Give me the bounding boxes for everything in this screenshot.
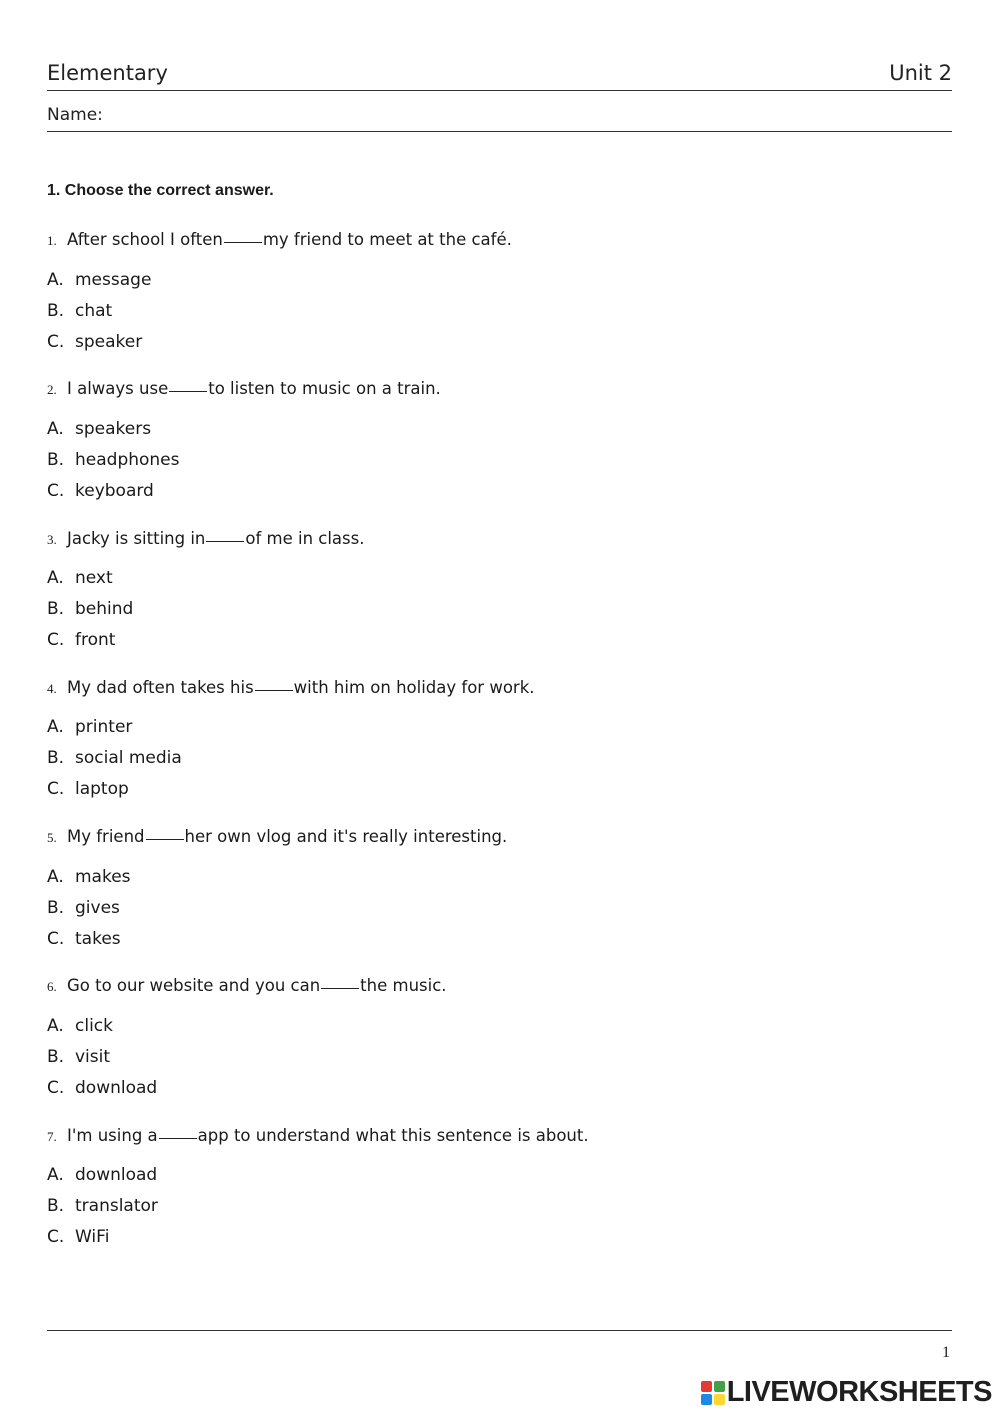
option-letter: C.: [47, 779, 65, 800]
answer-option[interactable]: [47, 444, 952, 475]
option-text: makes: [75, 866, 131, 887]
option-text: gives: [75, 897, 120, 918]
option-text: download: [75, 1165, 158, 1186]
question-text: [47, 228, 952, 264]
option-text: message: [75, 269, 152, 290]
option-letter: A.: [47, 269, 64, 290]
option-letter: B.: [47, 1046, 65, 1067]
question-text-after: to listen to music on a train.: [208, 379, 441, 399]
option-letter: A.: [47, 717, 64, 738]
question-text-after: her own vlog and it's really interesting.: [184, 827, 508, 847]
answer-option[interactable]: [47, 892, 952, 923]
question-text-after: of me in class.: [245, 528, 365, 548]
question-item: [47, 974, 952, 1123]
question-item: [47, 676, 952, 825]
page-header: [47, 56, 952, 91]
answer-option[interactable]: [47, 625, 952, 656]
option-letter: B.: [47, 748, 65, 769]
option-text: keyboard: [75, 480, 154, 501]
option-letter: C.: [47, 630, 65, 651]
option-letter: C.: [47, 331, 65, 352]
answer-option[interactable]: [47, 295, 952, 326]
question-text-before: Jacky is sitting in: [67, 528, 206, 548]
option-text: laptop: [75, 779, 129, 800]
option-text: speakers: [75, 418, 152, 439]
unit-title: Unit 2: [889, 61, 952, 85]
option-text: download: [75, 1077, 158, 1098]
answer-option[interactable]: [47, 563, 952, 594]
question-number: 7.: [47, 1128, 57, 1144]
question-number: 2.: [47, 382, 57, 398]
answer-option[interactable]: [47, 1010, 952, 1041]
answer-option[interactable]: [47, 1160, 952, 1191]
question-item: [47, 377, 952, 526]
answer-blank[interactable]: [146, 838, 184, 840]
option-letter: B.: [47, 300, 65, 321]
answer-blank[interactable]: [255, 689, 293, 691]
option-text: translator: [75, 1196, 158, 1217]
answer-option[interactable]: [47, 594, 952, 625]
name-field[interactable]: [47, 105, 952, 132]
option-letter: A.: [47, 418, 64, 439]
question-item: [47, 1124, 952, 1273]
question-text-before: My dad often takes his: [67, 677, 254, 697]
option-text: printer: [75, 717, 133, 738]
option-text: WiFi: [75, 1227, 110, 1248]
answer-option[interactable]: [47, 712, 952, 743]
question-text-before: I'm using a: [67, 1125, 158, 1145]
option-letter: A.: [47, 1165, 64, 1186]
section-title: 1. Choose the correct answer.: [47, 182, 274, 199]
option-letter: B.: [47, 449, 65, 470]
question-list: [47, 228, 952, 1273]
question-number: 5.: [47, 830, 57, 846]
option-letter: C.: [47, 480, 65, 501]
option-text: front: [75, 630, 116, 651]
option-letter: C.: [47, 928, 65, 949]
answer-blank[interactable]: [159, 1137, 197, 1139]
answer-option[interactable]: [47, 1222, 952, 1253]
option-letter: B.: [47, 1196, 65, 1217]
answer-option[interactable]: [47, 861, 952, 892]
option-text: behind: [75, 599, 134, 620]
question-text-after: with him on holiday for work.: [293, 677, 535, 697]
question-number: 6.: [47, 979, 57, 995]
question-text-before: Go to our website and you can: [67, 976, 321, 996]
question-item: [47, 527, 952, 676]
question-text: [47, 527, 952, 563]
question-text-after: my friend to meet at the café.: [262, 230, 512, 249]
option-letter: B.: [47, 599, 65, 620]
answer-option[interactable]: [47, 326, 952, 357]
answer-blank[interactable]: [169, 390, 207, 392]
question-text-before: After school I often: [67, 230, 223, 249]
option-letter: A.: [47, 866, 64, 887]
name-label: Name:: [47, 105, 103, 125]
option-text: takes: [75, 928, 121, 949]
question-text-before: I always use: [67, 379, 169, 399]
question-number: 4.: [47, 680, 57, 696]
footer-divider: [47, 1330, 952, 1331]
answer-option[interactable]: [47, 1072, 952, 1103]
liveworksheets-logo-icon: [701, 1381, 725, 1405]
brand-watermark: [701, 1376, 992, 1409]
answer-option[interactable]: [47, 264, 952, 295]
option-letter: C.: [47, 1077, 65, 1098]
question-number: 1.: [47, 233, 57, 248]
option-text: chat: [75, 300, 113, 321]
question-text-before: My friend: [67, 827, 145, 847]
answer-option[interactable]: [47, 923, 952, 954]
question-text: [47, 825, 952, 861]
option-text: click: [75, 1015, 113, 1036]
answer-option[interactable]: [47, 413, 952, 444]
answer-option[interactable]: [47, 774, 952, 805]
answer-option[interactable]: [47, 1191, 952, 1222]
option-text: speaker: [75, 331, 143, 352]
question-text: [47, 974, 952, 1010]
question-text: [47, 377, 952, 413]
level-title: Elementary: [47, 61, 168, 85]
answer-option[interactable]: [47, 1041, 952, 1072]
answer-blank[interactable]: [224, 241, 262, 243]
option-letter: C.: [47, 1227, 65, 1248]
answer-option[interactable]: [47, 743, 952, 774]
question-text-after: the music.: [360, 976, 447, 996]
option-text: social media: [75, 748, 182, 769]
question-item: [47, 228, 952, 377]
question-text: [47, 676, 952, 712]
option-letter: B.: [47, 897, 65, 918]
option-text: visit: [75, 1046, 111, 1067]
question-text: [47, 1124, 952, 1160]
brand-name: LIVEWORKSHEETS: [726, 1376, 992, 1408]
option-text: headphones: [75, 449, 180, 470]
page-number: 1: [942, 1344, 950, 1361]
option-letter: A.: [47, 1015, 64, 1036]
answer-blank[interactable]: [206, 540, 244, 542]
option-text: next: [75, 568, 113, 589]
question-item: [47, 825, 952, 974]
answer-blank[interactable]: [321, 987, 359, 989]
option-letter: A.: [47, 568, 64, 589]
question-number: 3.: [47, 531, 57, 547]
question-text-after: app to understand what this sentence is about.: [197, 1125, 589, 1145]
answer-option[interactable]: [47, 475, 952, 506]
